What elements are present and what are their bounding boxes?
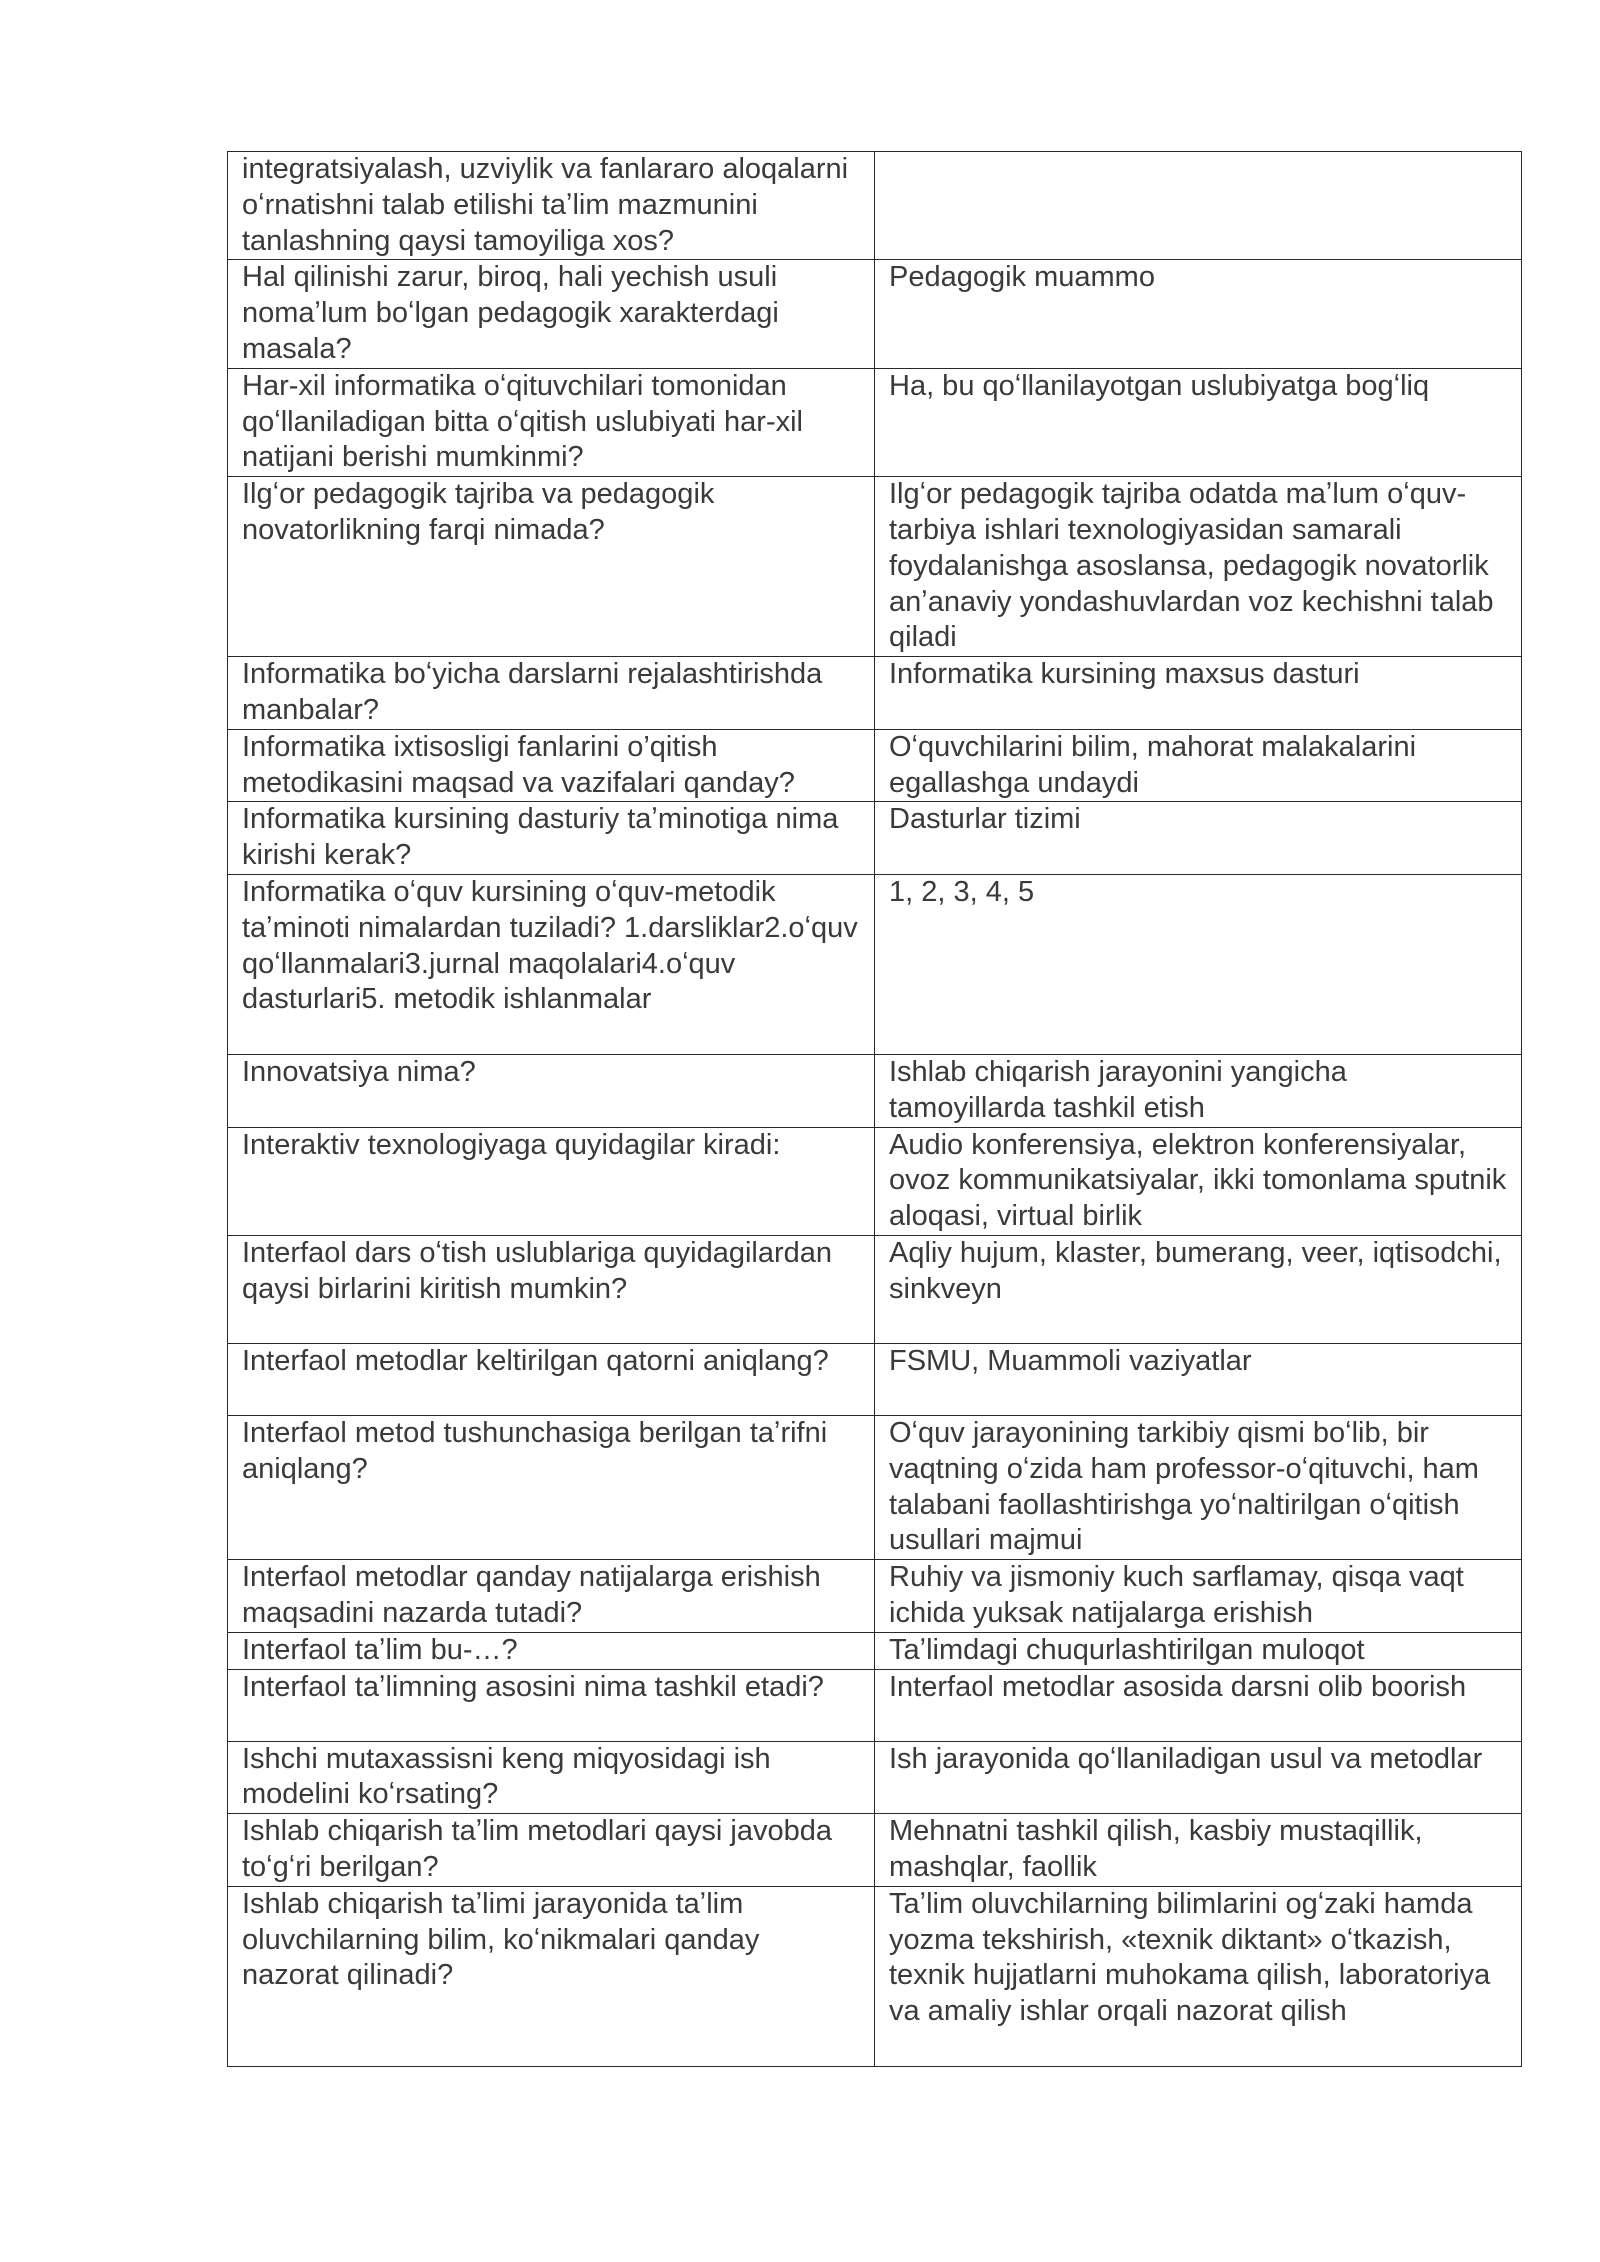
answer-cell bbox=[875, 152, 1522, 260]
question-cell: Har-xil informatika oʻqituvchilari tomonidan qoʻllaniladigan bitta oʻqitish uslubiyati har-xil natijani berishi mumkinmi? bbox=[228, 368, 875, 476]
question-cell: Ishlab chiqarish taʼlim metodlari qaysi javobda toʻgʻri berilgan? bbox=[228, 1814, 875, 1887]
table-row bbox=[228, 729, 1522, 802]
answer-cell: Ruhiy va jismoniy kuch sarflamay, qisqa vaqt ichida yuksak natijalarga erishish bbox=[875, 1560, 1522, 1633]
answer-cell: Ishlab chiqarish jarayonini yangicha tamoyillarda tashkil etish bbox=[875, 1054, 1522, 1127]
question-cell: Interaktiv texnologiyaga quyidagilar kiradi: bbox=[228, 1127, 875, 1235]
answer-cell: Oʻquvchilarini bilim, mahorat malakalarini egallashga undaydi bbox=[875, 729, 1522, 802]
table-row bbox=[228, 1343, 1522, 1415]
table-row bbox=[228, 1741, 1522, 1814]
answer-cell: Informatika kursining maxsus dasturi bbox=[875, 657, 1522, 730]
answer-cell: Ha, bu qoʻllanilayotgan uslubiyatga bogʻliq bbox=[875, 368, 1522, 476]
document-page bbox=[227, 151, 1507, 2067]
question-cell: Hal qilinishi zarur, biroq, hali yechish usuli nomaʼlum boʻlgan pedagogik xarakterdagi masala? bbox=[228, 260, 875, 368]
table-row bbox=[228, 1560, 1522, 1633]
question-cell: Interfaol metodlar qanday natijalarga erishish maqsadini nazarda tutadi? bbox=[228, 1560, 875, 1633]
answer-cell: Aqliy hujum, klaster, bumerang, veer, iqtisodchi, sinkveyn bbox=[875, 1235, 1522, 1343]
table-row bbox=[228, 260, 1522, 368]
qa-table bbox=[227, 151, 1522, 2067]
question-cell: Interfaol metodlar keltirilgan qatorni aniqlang? bbox=[228, 1343, 875, 1415]
table-row bbox=[228, 1235, 1522, 1343]
question-cell: Interfaol dars oʻtish uslublariga quyidagilardan qaysi birlarini kiritish mumkin? bbox=[228, 1235, 875, 1343]
answer-cell: Oʻquv jarayonining tarkibiy qismi boʻlib, bir vaqtning oʻzida ham professor-oʻqituvchi, ham talabani faollashtirishga yoʻnaltirilgan oʻqitish usullari majmui bbox=[875, 1415, 1522, 1559]
answer-cell: Taʼlim oluvchilarning bilimlarini ogʻzaki hamda yozma tekshirish, «texnik diktant» oʻtkazish, texnik hujjatlarni muhokama qilish, laboratoriya va amaliy ishlar orqali nazorat qilish bbox=[875, 1886, 1522, 2066]
question-cell: Interfaol taʼlimning asosini nima tashkil etadi? bbox=[228, 1669, 875, 1741]
question-cell: Informatika ixtisosligi fanlarini o’qitish metodikasini maqsad va vazifalari qanday? bbox=[228, 729, 875, 802]
table-row bbox=[228, 152, 1522, 260]
table-row bbox=[228, 1415, 1522, 1559]
answer-cell: Audio konferensiya, elektron konferensiyalar, ovoz kommunikatsiyalar, ikki tomonlama sputnik aloqasi, virtual birlik bbox=[875, 1127, 1522, 1235]
answer-cell: Ish jarayonida qoʻllaniladigan usul va metodlar bbox=[875, 1741, 1522, 1814]
table-row bbox=[228, 874, 1522, 1054]
answer-cell: Taʼlimdagi chuqurlashtirilgan muloqot bbox=[875, 1632, 1522, 1669]
question-cell: integratsiyalash, uzviylik va fanlararo aloqalarni oʻrnatishni talab etilishi taʼlim mazmunini tanlashning qaysi tamoyiliga xos? bbox=[228, 152, 875, 260]
question-cell: Interfaol metod tushunchasiga berilgan taʼrifni aniqlang? bbox=[228, 1415, 875, 1559]
table-row bbox=[228, 1886, 1522, 2066]
qa-table-body bbox=[228, 152, 1522, 2067]
table-row bbox=[228, 1127, 1522, 1235]
question-cell: Ilgʻor pedagogik tajriba va pedagogik novatorlikning farqi nimada? bbox=[228, 477, 875, 657]
answer-cell: Dasturlar tizimi bbox=[875, 802, 1522, 875]
table-row bbox=[228, 1814, 1522, 1887]
answer-cell: FSMU, Muammoli vaziyatlar bbox=[875, 1343, 1522, 1415]
table-row bbox=[228, 1669, 1522, 1741]
table-row bbox=[228, 1632, 1522, 1669]
table-row bbox=[228, 477, 1522, 657]
answer-cell: 1, 2, 3, 4, 5 bbox=[875, 874, 1522, 1054]
table-row bbox=[228, 657, 1522, 730]
question-cell: Informatika kursining dasturiy taʼminotiga nima kirishi kerak? bbox=[228, 802, 875, 875]
answer-cell: Pedagogik muammo bbox=[875, 260, 1522, 368]
answer-cell: Ilgʻor pedagogik tajriba odatda maʼlum oʻquv-tarbiya ishlari texnologiyasidan samarali foydalanishga asoslansa, pedagogik novatorlik anʼanaviy yondashuvlardan voz kechishni talab qiladi bbox=[875, 477, 1522, 657]
table-row bbox=[228, 1054, 1522, 1127]
table-row bbox=[228, 368, 1522, 476]
question-cell: Interfaol taʼlim bu-…? bbox=[228, 1632, 875, 1669]
question-cell: Ishchi mutaxassisni keng miqyosidagi ish modelini koʻrsating? bbox=[228, 1741, 875, 1814]
answer-cell: Interfaol metodlar asosida darsni olib boorish bbox=[875, 1669, 1522, 1741]
table-row bbox=[228, 802, 1522, 875]
question-cell: Innovatsiya nima? bbox=[228, 1054, 875, 1127]
question-cell: Ishlab chiqarish taʼlimi jarayonida taʼlim oluvchilarning bilim, koʻnikmalari qanday nazorat qilinadi? bbox=[228, 1886, 875, 2066]
question-cell: Informatika boʻyicha darslarni rejalashtirishda manbalar? bbox=[228, 657, 875, 730]
answer-cell: Mehnatni tashkil qilish, kasbiy mustaqillik, mashqlar, faollik bbox=[875, 1814, 1522, 1887]
question-cell: Informatika oʻquv kursining oʻquv-metodik taʼminoti nimalardan tuziladi? 1.darsliklar2.oʻquv qoʻllanmalari3.jurnal maqolalari4.oʻquv dasturlari5. metodik ishlanmalar bbox=[228, 874, 875, 1054]
